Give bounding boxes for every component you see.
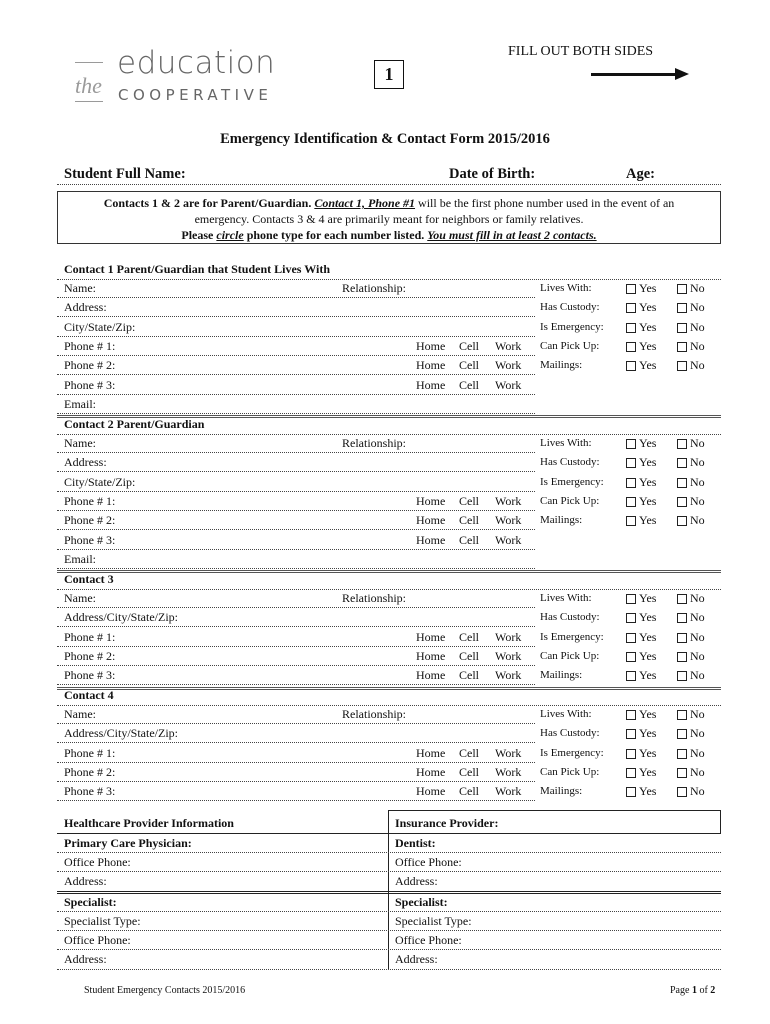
contact-2-email-label: Email: [64, 551, 96, 566]
contact-1-lives-with-no-checkbox[interactable] [677, 284, 687, 294]
contact-4-lives-with-yes-checkbox[interactable] [626, 710, 636, 720]
hc-line[interactable] [57, 949, 721, 950]
contact-4-has-custody-label: Has Custody: [540, 727, 600, 740]
contact-4-phone-2: Phone # 2: [64, 764, 116, 779]
phone-type-cell[interactable]: Cell [459, 784, 479, 799]
hc-rule [57, 891, 721, 892]
row-line[interactable] [57, 413, 535, 414]
contact-2-relationship-label: Relationship: [342, 436, 406, 450]
row-line[interactable] [57, 762, 535, 763]
phone-type-cell[interactable]: Cell [459, 648, 479, 663]
contact-1-phone-3: Phone # 3: [64, 377, 116, 392]
contact-2-mailings-label: Mailings: [540, 514, 583, 527]
yes-label: Yes [639, 784, 657, 799]
phone-type-home[interactable]: Home [416, 668, 446, 683]
yes-label: Yes [639, 648, 657, 663]
row-line[interactable] [57, 607, 535, 608]
contact-2-mailings-no-checkbox[interactable] [677, 516, 687, 526]
contact-4-mailings-no-checkbox[interactable] [677, 787, 687, 797]
contact-1-lives-with-label: Lives With: [540, 282, 592, 294]
info-contact1: Contact 1, Phone #1 [314, 196, 416, 210]
hc-line[interactable] [57, 930, 721, 931]
yes-label: Yes [639, 338, 657, 353]
logo-rule-top [75, 62, 103, 63]
no-label: No [690, 436, 705, 450]
no-label: No [690, 513, 705, 528]
row-line[interactable] [57, 589, 721, 590]
healthcare-divider [388, 810, 389, 970]
row-line[interactable] [57, 549, 535, 550]
phone-type-home[interactable]: Home [416, 513, 446, 528]
phone-type-work[interactable]: Work [495, 668, 522, 683]
contact-1-title: Contact 1 Parent/Guardian that Student Lives With [64, 262, 331, 276]
phone-type-home[interactable]: Home [416, 338, 446, 353]
header-field-line[interactable] [57, 184, 721, 185]
contact-4-can-pick-up-yes-checkbox[interactable] [626, 768, 636, 778]
contact-3-can-pick-up-label: Can Pick Up: [540, 649, 600, 662]
contact-2-mailings-yes-checkbox[interactable] [626, 516, 636, 526]
info-line1-rest: will be the first phone number used in the event of an [418, 196, 675, 210]
contact-2-has-custody-label: Has Custody: [540, 456, 600, 469]
contact-1-address-label: Address: [64, 300, 107, 315]
yes-label: Yes [639, 474, 657, 489]
no-label: No [690, 764, 705, 779]
footer-page-num: 1 [691, 985, 697, 996]
fill-out-both-sides: FILL OUT BOTH SIDES [508, 44, 654, 59]
specialist-office-phone-left: Office Phone: [64, 933, 131, 947]
logo-rule-bottom [75, 101, 103, 102]
no-label: No [690, 610, 705, 625]
phone-type-home[interactable]: Home [416, 377, 446, 392]
contact-4-has-custody-no-checkbox[interactable] [677, 729, 687, 739]
no-label: No [690, 726, 705, 741]
instructions-box [57, 191, 721, 244]
phone-type-work[interactable]: Work [495, 532, 522, 547]
contact-4-relationship-label: Relationship: [342, 707, 406, 721]
info-line2: emergency. Contacts 3 & 4 are primarily meant for neighbors or family relatives. [194, 212, 584, 226]
phone-type-cell[interactable]: Cell [459, 745, 479, 760]
contact-1-can-pick-up-yes-checkbox[interactable] [626, 342, 636, 352]
contact-1-is-emergency-no-checkbox[interactable] [677, 323, 687, 333]
phone-type-cell[interactable]: Cell [459, 629, 479, 644]
yes-label: Yes [639, 726, 657, 741]
contact-1-mailings-yes-checkbox[interactable] [626, 361, 636, 371]
primary-care-label: Primary Care Physician: [64, 836, 192, 850]
phone-type-home[interactable]: Home [416, 493, 446, 508]
row-line[interactable] [57, 434, 721, 435]
no-label: No [690, 455, 705, 470]
row-line[interactable] [57, 723, 535, 724]
row-line[interactable] [57, 705, 721, 706]
contact-1-name-label: Name: [64, 281, 96, 295]
yes-label: Yes [639, 745, 657, 760]
contact-1-phone-2: Phone # 2: [64, 358, 116, 373]
hc-line[interactable] [57, 871, 721, 872]
contact-2-address-label: Address: [64, 455, 107, 470]
specialist-address-right: Address: [395, 952, 438, 966]
contact-3-relationship-label: Relationship: [342, 591, 406, 605]
contact-2-can-pick-up-label: Can Pick Up: [540, 494, 600, 507]
contact-4-phone-1: Phone # 1: [64, 745, 116, 760]
row-line[interactable] [57, 297, 535, 298]
contact-4-title: Contact 4 [64, 688, 114, 702]
contact-1-mailings-label: Mailings: [540, 359, 583, 372]
info-must: You must fill in at least 2 contacts. [427, 228, 597, 242]
row-line[interactable] [57, 374, 535, 375]
phone-type-work[interactable]: Work [495, 358, 522, 373]
contact-3-phone-3: Phone # 3: [64, 668, 116, 683]
contact-4-phone-3: Phone # 3: [64, 784, 116, 799]
contact-2-is-emergency-no-checkbox[interactable] [677, 478, 687, 488]
yes-label: Yes [639, 281, 657, 295]
pcp-office-phone: Office Phone: [64, 855, 131, 869]
healthcare-header: Healthcare Provider Information [64, 816, 234, 830]
phone-type-work[interactable]: Work [495, 784, 522, 799]
no-label: No [690, 319, 705, 334]
row-line[interactable] [57, 471, 535, 472]
info-circle: circle [216, 228, 244, 242]
contact-3-lives-with-no-checkbox[interactable] [677, 594, 687, 604]
row-line[interactable] [57, 684, 535, 685]
contact-3-mailings-label: Mailings: [540, 669, 583, 682]
contact-3-is-emergency-no-checkbox[interactable] [677, 633, 687, 643]
phone-type-work[interactable]: Work [495, 493, 522, 508]
contact-3-can-pick-up-yes-checkbox[interactable] [626, 652, 636, 662]
phone-type-cell[interactable]: Cell [459, 668, 479, 683]
contact-3-is-emergency-label: Is Emergency: [540, 630, 604, 643]
contact-1-relationship-label: Relationship: [342, 281, 406, 295]
phone-type-cell[interactable]: Cell [459, 377, 479, 392]
contact-3-can-pick-up-no-checkbox[interactable] [677, 652, 687, 662]
phone-type-home[interactable]: Home [416, 532, 446, 547]
contact-1-can-pick-up-no-checkbox[interactable] [677, 342, 687, 352]
contact-4-name-label: Name: [64, 707, 96, 721]
contact-3-is-emergency-yes-checkbox[interactable] [626, 633, 636, 643]
footer-of: of [699, 985, 708, 996]
specialist-office-phone-right: Office Phone: [395, 933, 462, 947]
form-title: Emergency Identification & Contact Form 2015/2016 [220, 131, 550, 147]
yes-label: Yes [639, 668, 657, 683]
no-label: No [690, 707, 705, 721]
row-line[interactable] [57, 316, 535, 317]
specialist-label-right: Specialist: [395, 895, 448, 909]
yes-label: Yes [639, 629, 657, 644]
contact-2-city-label: City/State/Zip: [64, 474, 136, 489]
phone-type-home[interactable]: Home [416, 764, 446, 779]
contact-2-phone-2: Phone # 2: [64, 513, 116, 528]
phone-type-work[interactable]: Work [495, 764, 522, 779]
phone-type-home[interactable]: Home [416, 648, 446, 663]
contact-3-phone-1: Phone # 1: [64, 629, 116, 644]
contact-2-can-pick-up-yes-checkbox[interactable] [626, 497, 636, 507]
insurance-provider-label: Insurance Provider: [395, 816, 499, 830]
contact-4-is-emergency-no-checkbox[interactable] [677, 749, 687, 759]
contact-4-has-custody-yes-checkbox[interactable] [626, 729, 636, 739]
contact-2-lives-with-no-checkbox[interactable] [677, 439, 687, 449]
phone-type-home[interactable]: Home [416, 745, 446, 760]
phone-type-cell[interactable]: Cell [459, 493, 479, 508]
contact-2-is-emergency-label: Is Emergency: [540, 475, 604, 488]
contact-3-has-custody-yes-checkbox[interactable] [626, 613, 636, 623]
no-label: No [690, 745, 705, 760]
no-label: No [690, 358, 705, 373]
contact-1-city-label: City/State/Zip: [64, 319, 136, 334]
contact-1-mailings-no-checkbox[interactable] [677, 361, 687, 371]
row-line[interactable] [57, 355, 535, 356]
dentist-office-phone: Office Phone: [395, 855, 462, 869]
contact-4-is-emergency-yes-checkbox[interactable] [626, 749, 636, 759]
contact-4-address-city-label: Address/City/State/Zip: [64, 726, 178, 741]
contact-4-mailings-label: Mailings: [540, 785, 583, 798]
contact-3-lives-with-yes-checkbox[interactable] [626, 594, 636, 604]
phone-type-work[interactable]: Work [495, 513, 522, 528]
contact-2-lives-with-yes-checkbox[interactable] [626, 439, 636, 449]
footer-page-label: Page [670, 985, 690, 996]
phone-type-work[interactable]: Work [495, 745, 522, 760]
yes-label: Yes [639, 513, 657, 528]
age-label: Age: [626, 166, 655, 182]
info-bold: Contacts 1 & 2 are for Parent/Guardian. [103, 196, 312, 210]
row-line[interactable] [57, 394, 535, 395]
phone-type-work[interactable]: Work [495, 648, 522, 663]
phone-type-cell[interactable]: Cell [459, 338, 479, 353]
contact-2-has-custody-no-checkbox[interactable] [677, 458, 687, 468]
contact-1-email-label: Email: [64, 396, 96, 411]
dentist-address: Address: [395, 874, 438, 888]
phone-type-home[interactable]: Home [416, 358, 446, 373]
row-line[interactable] [57, 665, 535, 666]
row-line[interactable] [57, 491, 535, 492]
page-number-box: 1 [374, 60, 404, 89]
logo-the: the [75, 73, 102, 98]
row-line[interactable] [57, 279, 721, 280]
row-line[interactable] [57, 626, 535, 627]
contact-1-lives-with-yes-checkbox[interactable] [626, 284, 636, 294]
no-label: No [690, 784, 705, 799]
no-label: No [690, 474, 705, 489]
contact-1-has-custody-label: Has Custody: [540, 301, 600, 314]
contact-2-phone-1: Phone # 1: [64, 493, 116, 508]
arrow-right-icon [591, 73, 677, 76]
row-line[interactable] [57, 529, 535, 530]
contact-2-can-pick-up-no-checkbox[interactable] [677, 497, 687, 507]
row-line[interactable] [57, 742, 535, 743]
phone-type-cell[interactable]: Cell [459, 358, 479, 373]
specialist-type-right: Specialist Type: [395, 914, 472, 928]
no-label: No [690, 648, 705, 663]
row-line[interactable] [57, 336, 535, 337]
footer-page-total: 2 [710, 985, 716, 996]
contact-3-phone-2: Phone # 2: [64, 648, 116, 663]
logo-education: education [117, 45, 276, 81]
yes-label: Yes [639, 493, 657, 508]
pcp-address: Address: [64, 874, 107, 888]
dob-label: Date of Birth: [449, 166, 536, 182]
yes-label: Yes [639, 455, 657, 470]
contact-3-has-custody-no-checkbox[interactable] [677, 613, 687, 623]
yes-label: Yes [639, 764, 657, 779]
contact-4-is-emergency-label: Is Emergency: [540, 746, 604, 759]
hc-line[interactable] [57, 852, 721, 853]
no-label: No [690, 629, 705, 644]
contact-2-name-label: Name: [64, 436, 96, 450]
contact-3-title: Contact 3 [64, 572, 114, 586]
contact-3-mailings-yes-checkbox[interactable] [626, 671, 636, 681]
row-line[interactable] [57, 800, 535, 801]
phone-type-work[interactable]: Work [495, 377, 522, 392]
no-label: No [690, 300, 705, 315]
hc-rule [57, 833, 721, 834]
contact-3-mailings-no-checkbox[interactable] [677, 671, 687, 681]
contact-1-has-custody-yes-checkbox[interactable] [626, 303, 636, 313]
student-name-label: Student Full Name: [64, 166, 186, 182]
yes-label: Yes [639, 319, 657, 334]
yes-label: Yes [639, 300, 657, 315]
section-separator [57, 687, 721, 690]
no-label: No [690, 591, 705, 605]
phone-type-cell[interactable]: Cell [459, 513, 479, 528]
contact-1-phone-1: Phone # 1: [64, 338, 116, 353]
contact-3-lives-with-label: Lives With: [540, 592, 592, 604]
section-separator [57, 570, 721, 573]
yes-label: Yes [639, 358, 657, 373]
contact-1-is-emergency-label: Is Emergency: [540, 320, 604, 333]
hc-rule [57, 893, 721, 894]
yes-label: Yes [639, 436, 657, 450]
phone-type-work[interactable]: Work [495, 338, 522, 353]
contact-3-name-label: Name: [64, 591, 96, 605]
phone-type-cell[interactable]: Cell [459, 532, 479, 547]
contact-4-can-pick-up-no-checkbox[interactable] [677, 768, 687, 778]
specialist-address-left: Address: [64, 952, 107, 966]
phone-type-cell[interactable]: Cell [459, 764, 479, 779]
yes-label: Yes [639, 707, 657, 721]
row-line[interactable] [57, 452, 535, 453]
row-line[interactable] [57, 781, 535, 782]
contact-2-has-custody-yes-checkbox[interactable] [626, 458, 636, 468]
specialist-label-left: Specialist: [64, 895, 117, 909]
contact-4-lives-with-label: Lives With: [540, 708, 592, 720]
row-line[interactable] [57, 646, 535, 647]
info-phone-type: phone type for each number listed. [246, 228, 425, 242]
yes-label: Yes [639, 591, 657, 605]
contact-2-lives-with-label: Lives With: [540, 437, 592, 449]
contact-4-can-pick-up-label: Can Pick Up: [540, 765, 600, 778]
hc-line[interactable] [57, 911, 721, 912]
contact-1-is-emergency-yes-checkbox[interactable] [626, 323, 636, 333]
contact-2-phone-3: Phone # 3: [64, 532, 116, 547]
phone-type-home[interactable]: Home [416, 784, 446, 799]
contact-1-has-custody-no-checkbox[interactable] [677, 303, 687, 313]
contact-2-is-emergency-yes-checkbox[interactable] [626, 478, 636, 488]
contact-4-lives-with-no-checkbox[interactable] [677, 710, 687, 720]
row-line[interactable] [57, 510, 535, 511]
specialist-type-left: Specialist Type: [64, 914, 141, 928]
logo-cooperative: COOPERATIVE [118, 86, 273, 104]
phone-type-work[interactable]: Work [495, 629, 522, 644]
footer-title: Student Emergency Contacts 2015/2016 [84, 985, 246, 996]
contact-3-has-custody-label: Has Custody: [540, 611, 600, 624]
no-label: No [690, 281, 705, 295]
phone-type-home[interactable]: Home [416, 629, 446, 644]
no-label: No [690, 493, 705, 508]
contact-4-mailings-yes-checkbox[interactable] [626, 787, 636, 797]
arrow-head-icon [675, 68, 689, 80]
info-please: Please [181, 228, 214, 242]
hc-line[interactable] [57, 969, 721, 970]
contact-3-address-city-label: Address/City/State/Zip: [64, 610, 178, 625]
contact-2-title: Contact 2 Parent/Guardian [64, 417, 205, 431]
no-label: No [690, 668, 705, 683]
yes-label: Yes [639, 610, 657, 625]
dentist-label: Dentist: [395, 836, 436, 850]
no-label: No [690, 338, 705, 353]
footer-page [670, 985, 715, 996]
row-line[interactable] [57, 568, 535, 569]
contact-1-can-pick-up-label: Can Pick Up: [540, 339, 600, 352]
